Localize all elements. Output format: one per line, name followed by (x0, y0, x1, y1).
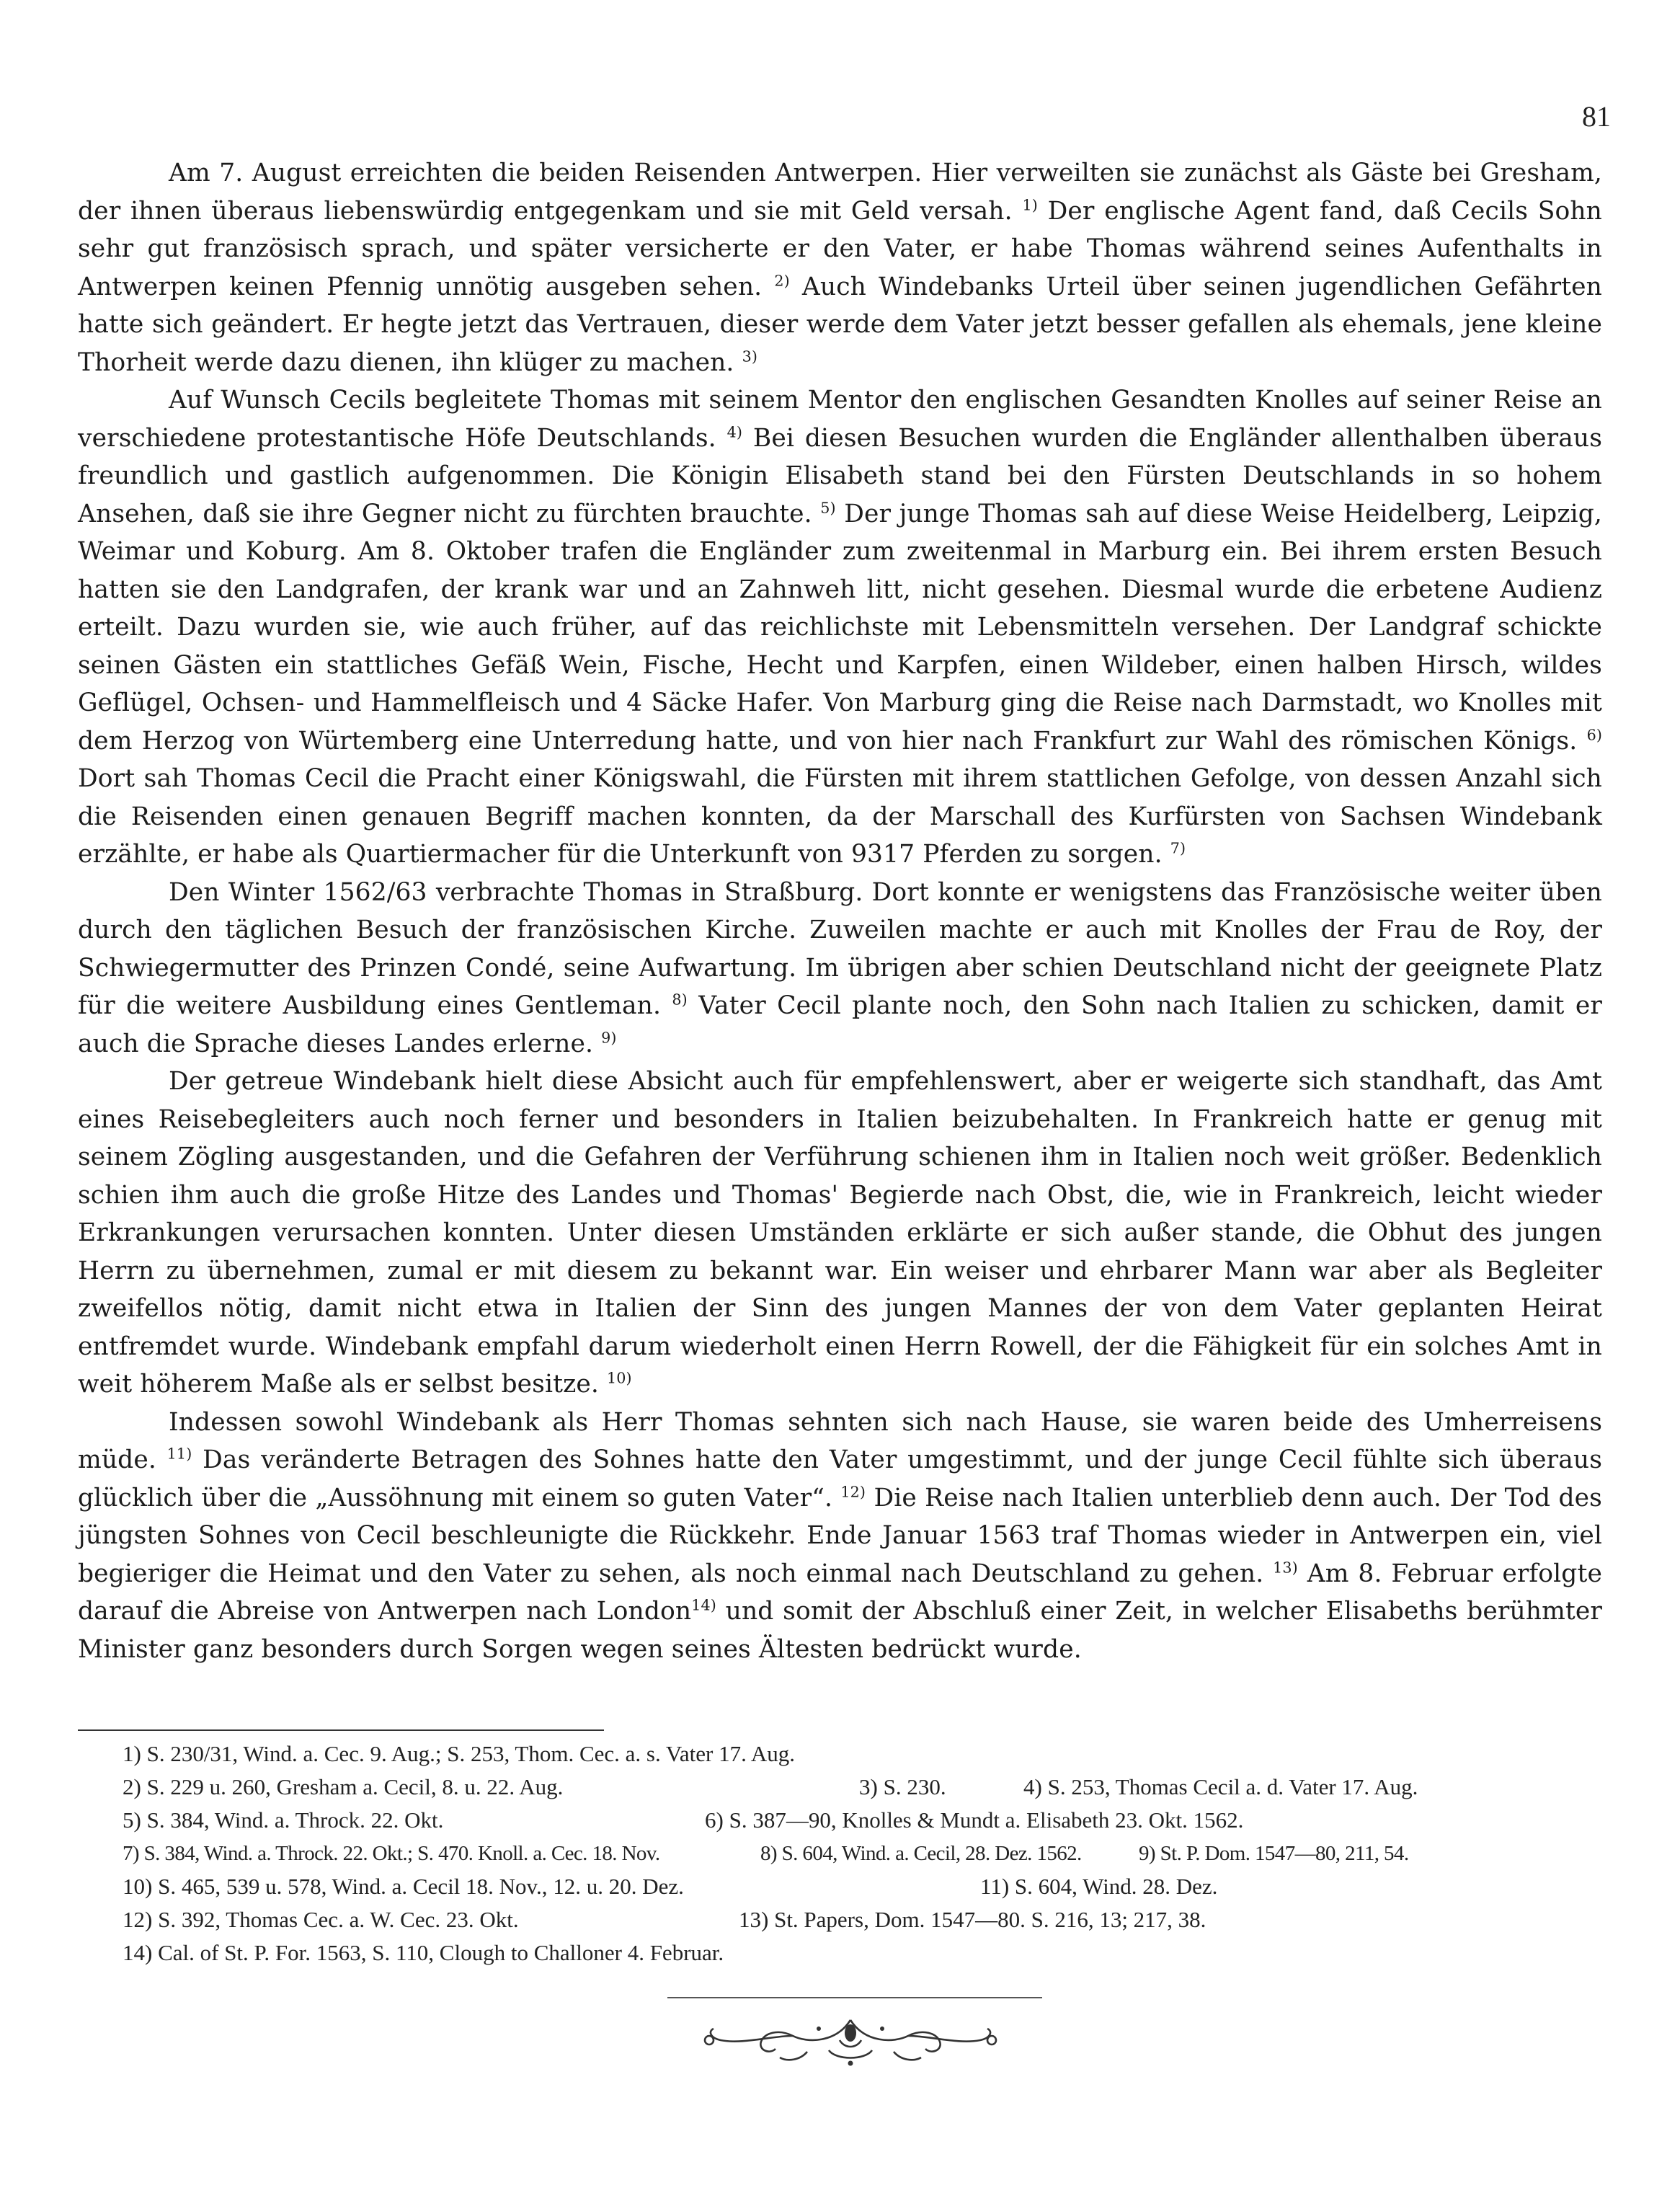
footnote: 1) S. 230/31, Wind. a. Cec. 9. Aug.; S. 253, Thom. Cec. a. s. Vater 17. Aug. (123, 1741, 796, 1766)
text-segment: Auch Windebanks Urteil über seinen jugendlichen Gefährten hatte sich geändert. Er hegte jetzt das Vertrauen, dieser werde dem Vater jetzt besser gefallen als ehemals, jene kleine Thorheit werde dazu dienen, ihn klüger zu machen. (78, 272, 1602, 377)
text-segment: Der junge Thomas sah auf diese Weise Heidelberg, Leipzig, Weimar und Koburg. Am 8. Oktober trafen die Engländer zum zweitenmal in Marburg ein. Bei ihrem ersten Besuch hatten sie den Landgrafen, der krank war und an Zahnweh litt, nicht gesehen. Diesmal wurde die erbetene Audienz erteilt. Dazu wurden sie, wie auch früher, auf das reichlichste mit Lebensmitteln versehen. Der Landgraf schickte seinen Gästen ein stattliches Gefäß Wein, Fische, Hecht und Karpfen, einen Wildeber, einen halben Hirsch, wildes Geflügel, Ochsen- und Hammelfleisch und 4 Säcke Hafer. Von Marburg ging die Reise nach Darmstadt, wo Knolles mit dem Herzog von Würtemberg eine Unterredung hatte, und von hier nach Frankfurt zur Wahl des römischen Königs. (78, 499, 1602, 756)
text-segment: und somit der Abschluß einer Zeit, in welcher Elisabeths berühmter Minister ganz besonders durch Sorgen wegen seines Ältesten bedrückt wurde. (78, 1597, 1603, 1664)
footnote-mark: 12) (840, 1483, 866, 1500)
text-segment: Der englische Agent fand, daß Cecils Sohn sehr gut französisch sprach, und später versicherte er den Vater, er habe Thomas während seines Aufenthalts in Antwerpen keinen Pfennig unnötig ausgeben sehen. (78, 196, 1603, 301)
footnote: 2) S. 229 u. 260, Gresham a. Cecil, 8. u. 22. Aug. (123, 1774, 564, 1799)
footnote-line (123, 1837, 1607, 1870)
footnote: 13) St. Papers, Dom. 1547—80. S. 216, 13; 217, 38. (739, 1907, 1206, 1932)
text-segment: Den Winter 1562/63 verbrachte Thomas in Straßburg. Dort konnte er wenigstens das Französische weiter üben durch den täglichen Besuch der französischen Kirche. Zuweilen machte er auch mit Knolles der Frau de Roy, der Schwiegermutter des Prinzen Condé, seine Aufwartung. Im übrigen aber schien Deutschland nicht der geeignete Platz für die weitere Ausbildung eines Gentleman. (78, 877, 1602, 1020)
text-segment: Dort sah Thomas Cecil die Pracht einer Königswahl, die Fürsten mit ihrem stattlichen Gefolge, von dessen Anzahl sich die Reisenden einen genauen Begriff machen konnten, da der Marschall des Kurfürsten von Sachsen Windebank erzählte, er habe als Quartiermacher für die Unterkunft von 9317 Pferden zu sorgen. (78, 764, 1602, 869)
footnote-mark: 2) (774, 272, 790, 289)
footnote-mark: 13) (1273, 1559, 1298, 1576)
text-segment: Auf Wunsch Cecils begleitete Thomas mit seinem Mentor den englischen Gesandten Knolles auf seiner Reise an verschiedene protestantische Höfe Deutschlands. (78, 386, 1602, 453)
text-segment: Der getreue Windebank hielt diese Absicht auch für empfehlenswert, aber er weigerte sich standhaft, das Amt eines Reisebegleiters auch noch ferner und besonders in Italien beizubehalten. In Frankreich hatte er genug mit seinem Zögling ausgestanden, und die Gefahren der Verführung schienen ihm in Italien noch weit größer. Bedenklich schien ihm auch die große Hitze des Landes und Thomas' Begierde nach Obst, die, wie in Frankreich, leicht wieder Erkrankungen verursachen konnten. Unter diesen Umständen erklärte er sich außer stande, die Obhut des jungen Herrn zu übernehmen, zumal er mit diesem zu bekannt war. Ein weiser und ehrbarer Mann war aber als Begleiter zweifellos nötig, damit nicht etwa in Italien der Sinn des jungen Mannes der von dem Vater geplanten Heirat entfremdet wurde. Windebank empfahl darum wiederholt einen Herrn Rowell, der die Fähigkeit für ein solches Amt in weit höherem Maße als er selbst besitze. (78, 1067, 1602, 1399)
footnote: 10) S. 465, 539 u. 578, Wind. a. Cecil 18. Nov., 12. u. 20. Dez. (123, 1874, 684, 1899)
footnote: 3) S. 230. (859, 1774, 946, 1799)
footnote-mark: 8) (672, 991, 688, 1009)
footnote: 9) St. P. Dom. 1547—80, 211, 54. (1139, 1842, 1409, 1865)
footnote: 7) S. 384, Wind. a. Throck. 22. Okt.; S. 470. Knoll. a. Cec. 18. Nov. (123, 1842, 660, 1865)
footnote-mark: 14) (691, 1596, 716, 1614)
paragraph-4 (78, 1063, 1602, 1404)
footnote: 8) S. 604, Wind. a. Cecil, 28. Dez. 1562. (760, 1842, 1082, 1865)
footnote-line (123, 1737, 1607, 1771)
footnote: 4) S. 253, Thomas Cecil a. d. Vater 17. Aug. (1023, 1774, 1418, 1799)
footnote-line (123, 1936, 1607, 1970)
footnote: 5) S. 384, Wind. a. Throck. 22. Okt. (123, 1807, 444, 1833)
footnote-separator (78, 1729, 604, 1731)
footnote-mark: 10) (607, 1369, 632, 1387)
footnote-mark: 11) (166, 1445, 192, 1463)
footnotes (123, 1737, 1607, 1970)
footnote-mark: 5) (820, 499, 836, 516)
footnote: 11) S. 604, Wind. 28. Dez. (980, 1874, 1218, 1899)
ornament-rule (667, 1997, 1042, 1998)
footnote-line (123, 1804, 1607, 1837)
paragraph-5 (78, 1404, 1602, 1669)
text-segment: Am 7. August erreichten die beiden Reisenden Antwerpen. Hier verweilten sie zunächst als Gäste bei Gresham, der ihnen überaus liebenswürdig entgegenkam und sie mit Geld versah. (78, 159, 1602, 226)
text-segment: Bei diesen Besuchen wurden die Engländer allenthalben überaus freundlich und gastlich aufgenommen. Die Königin Elisabeth stand bei den Fürsten Deutschlands in so hohem Ansehen, daß sie ihre Gegner nicht zu fürchten brauchte. (78, 423, 1602, 528)
footnote: 6) S. 387—90, Knolles & Mundt a. Elisabeth 23. Okt. 1562. (705, 1807, 1244, 1833)
paragraph-2 (78, 381, 1602, 874)
footnote-mark: 4) (726, 423, 743, 440)
body-text (78, 154, 1602, 1668)
text-segment: Am 8. Februar erfolgte darauf die Abreise von Antwerpen nach London (78, 1559, 1602, 1626)
footnote: 14) Cal. of St. P. For. 1563, S. 110, Clough to Challoner 4. Februar. (123, 1940, 724, 1965)
text-segment: Vater Cecil plante noch, den Sohn nach Italien zu schicken, damit er auch die Sprache dieses Landes erlerne. (78, 991, 1602, 1058)
text-segment: Das veränderte Betragen des Sohnes hatte den Vater umgestimmt, und der junge Cecil fühlte sich überaus glücklich über die „Aussöhnung mit einem so guten Vater“. (78, 1445, 1603, 1512)
footnote-mark: 3) (742, 347, 758, 365)
paragraph-3 (78, 874, 1602, 1063)
footnote-line (123, 1771, 1607, 1804)
footnote-mark: 6) (1586, 726, 1602, 743)
text-segment: Indessen sowohl Windebank als Herr Thomas sehnten sich nach Hause, sie waren beide des Umherreisens müde. (78, 1407, 1602, 1474)
text-segment: Die Reise nach Italien unterblieb denn auch. Der Tod des jüngsten Sohnes von Cecil beschleunigte die Rückkehr. Ende Januar 1563 traf Thomas wieder in Antwerpen ein, viel begieriger die Heimat und den Vater zu sehen, als noch einmal nach Deutschland zu gehen. (78, 1483, 1602, 1588)
paragraph-1 (78, 154, 1602, 381)
footnote-line (123, 1903, 1607, 1936)
footnote-mark: 7) (1170, 839, 1186, 857)
page-number: 81 (1582, 100, 1611, 133)
footnote-mark: 9) (601, 1029, 617, 1046)
decorative-ornament-icon (692, 2007, 1009, 2072)
footnote: 12) S. 392, Thomas Cec. a. W. Cec. 23. Okt. (123, 1907, 519, 1932)
footnote-mark: 1) (1022, 196, 1038, 213)
footnote-line (123, 1870, 1607, 1903)
